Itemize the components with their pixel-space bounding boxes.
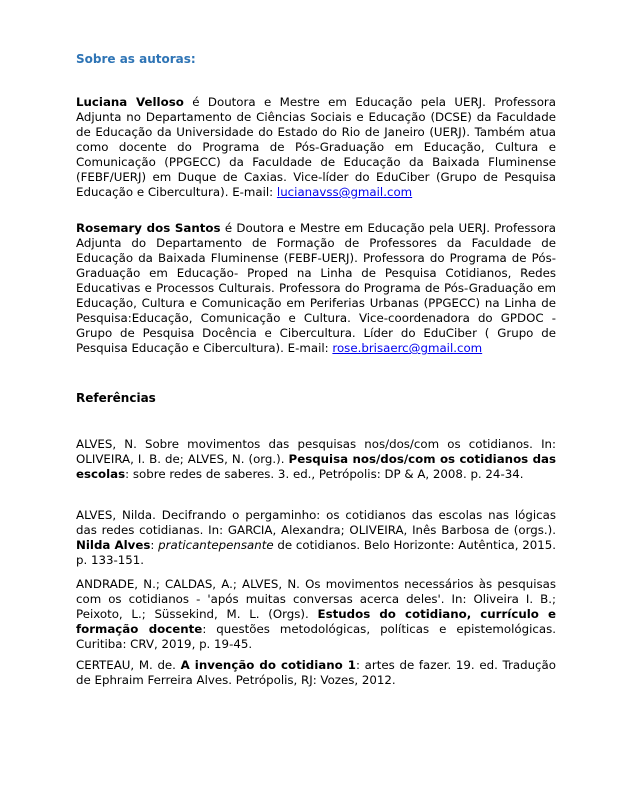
reference-italic: praticantepensante: [158, 538, 274, 552]
reference-text: : sobre redes de saberes. 3. ed., Petrópolis: DP & A, 2008. p. 24-34.: [125, 467, 524, 481]
reference-text: : questões metodológicas, políticas e epistemológicas. Curitiba: CRV, 2019, p. 19-45.: [76, 622, 556, 651]
reference-item: [76, 437, 556, 482]
reference-title: Estudos do cotidiano, currículo e formação docente: [76, 607, 556, 636]
reference-title: Nilda Alves: [76, 538, 151, 552]
reference-text: de cotidianos. Belo Horizonte: Autêntica, 2015. p. 133-151.: [76, 538, 557, 567]
reference-text: ALVES, N. Sobre movimentos das pesquisas nos/dos/com os cotidianos. In: OLIVEIRA, I. B. de; ALVES, N. (org.).: [76, 437, 556, 466]
reference-item: [76, 577, 556, 652]
author-bio-text: é Doutora e Mestre em Educação pela UERJ. Professora Adjunta do Departamento de Formação de Professores da Faculdade de Educação da Baixada Fluminense (FEBF-UERJ). Professora do Programa de Pós-Graduação em Educação- Proped na Linha de Pesquisa Cotidianos, Redes Educativas e Processos Culturais. Professora do Programa de Pós-Graduação em Educação, Cultura e Comunicação em Periferias Urbanas (PPGECC) na Linha de Pesquisa:Educação, Comunicação e Cultura. Vice-coordenadora do GPDOC - Grupo de Pesquisa Docência e Cibercultura. Líder do EduCiber ( Grupo de Pesquisa Educação e Cibercultura). E-mail:: [76, 221, 556, 355]
author-email-link[interactable]: rose.brisaerc@gmail.com: [332, 341, 483, 355]
reference-text: CERTEAU, M. de.: [76, 658, 181, 672]
reference-text: : artes de fazer. 19. ed. Tradução de Ephraim Ferreira Alves. Petrópolis, RJ: Vozes, 2012.: [76, 658, 556, 687]
reference-title: A invenção do cotidiano 1: [180, 658, 356, 672]
author-bio: [76, 95, 556, 200]
author-name: Luciana Velloso: [76, 95, 184, 109]
about-authors-heading: Sobre as autoras:: [76, 52, 196, 66]
reference-item: ALVES, Nilda. Decifrando o pergaminho: os cotidianos das escolas nas lógicas das redes cotidianas. In: GARCIA, Alexandra; OLIVEIRA, Inês Barbosa de (orgs.). Nilda Alves: praticantepensante de cotidianos. Belo Horizonte: Autêntica, 2015. p. 133-151.: [76, 508, 557, 567]
reference-text: ANDRADE, N.; CALDAS, A.; ALVES, N. Os movimentos necessários às pesquisas com os cotidianos - 'após muitas conversas acerca deles'. In: Oliveira I. B.; Peixoto, L.; Süssekind, M. L. (Orgs).: [76, 577, 556, 621]
reference-title: Pesquisa nos/dos/com os cotidianos das escolas: [76, 452, 557, 481]
author-bio-text: é Doutora e Mestre em Educação pela UERJ. Professora Adjunta no Departamento de Ciências Sociais e Educação (DCSE) da Faculdade de Educação da Universidade do Estado do Rio de Janeiro (UERJ). Também atua como docente do Programa de Pós-Graduação em Educação, Cultura e Comunicação (PPGECC) da Faculdade de Educação da Baixada Fluminense (FEBF/UERJ) em Duque de Caxias. Vice-líder do EduCiber (Grupo de Pesquisa Educação e Cibercultura). E-mail:: [76, 95, 556, 199]
author-bio: [76, 221, 556, 356]
reference-text: ALVES, Nilda. Decifrando o pergaminho: os cotidianos das escolas nas lógicas das redes cotidianas. In: GARCIA, Alexandra; OLIVEIRA, Inês Barbosa de (orgs.).: [76, 508, 556, 537]
author-name: Rosemary dos Santos: [76, 221, 221, 235]
reference-item: [76, 658, 556, 688]
author-email-link[interactable]: lucianavss@gmail.com: [276, 185, 413, 199]
references-heading: Referências: [76, 391, 156, 405]
